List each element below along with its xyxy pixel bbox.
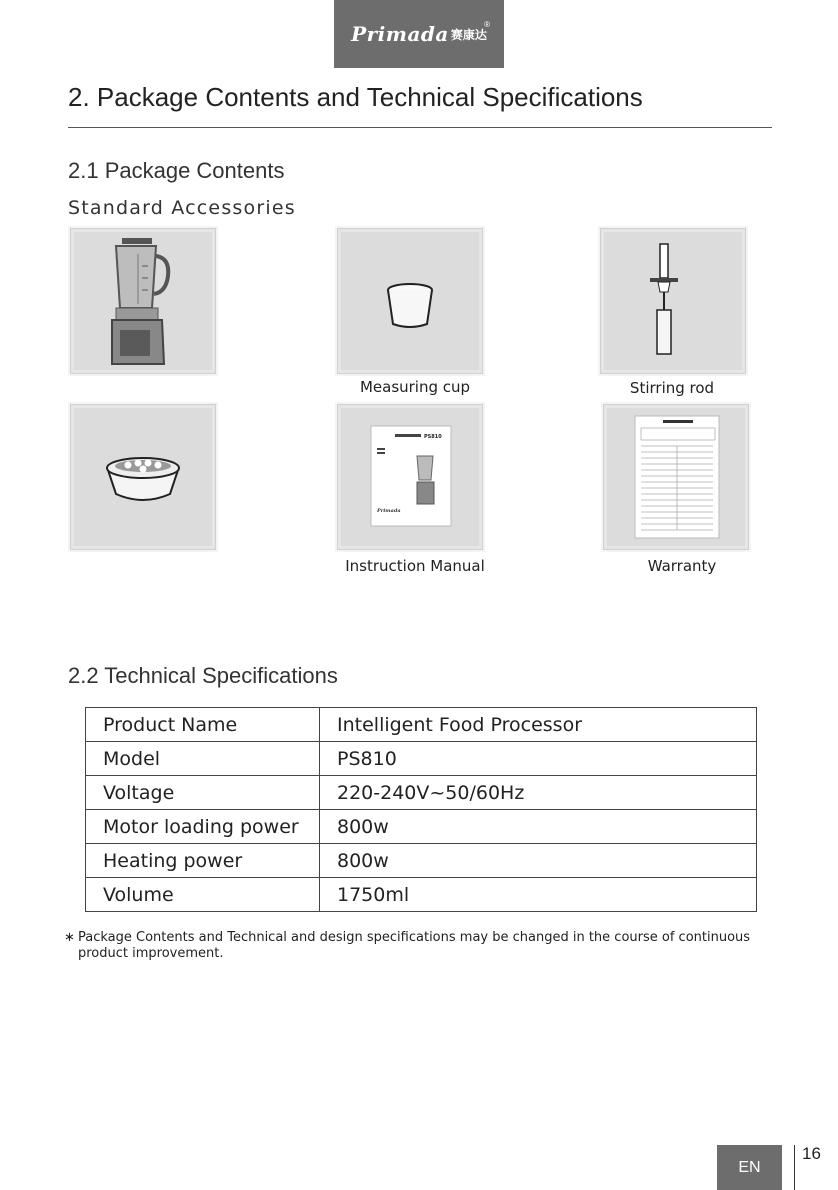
spec-label: Model [86, 742, 320, 776]
manual-cover-brand: Primada [377, 508, 401, 514]
disclaimer-note [64, 930, 780, 962]
spec-label: Volume [86, 878, 320, 912]
instruction-manual-image [335, 402, 485, 552]
page-number: 16 [802, 1144, 821, 1163]
spec-value: 1750ml [320, 878, 757, 912]
blender-icon [68, 226, 218, 376]
disclaimer-line-2: product improvement. [78, 946, 224, 961]
stirring-rod-image [598, 226, 748, 376]
registered-mark: ® [484, 20, 490, 29]
table-row [86, 776, 757, 810]
table-row [86, 878, 757, 912]
language-tag: EN [717, 1145, 782, 1190]
warranty-caption: Warranty [647, 557, 717, 575]
blender-image [68, 226, 218, 376]
specifications-table [85, 707, 757, 912]
manual-cover-title: PS810 [424, 434, 442, 440]
page-number-divider [794, 1145, 795, 1190]
measuring-cup-image [335, 226, 485, 376]
standard-accessories-heading: Standard Accessories [68, 197, 296, 219]
logo-text: Primada [351, 22, 449, 46]
steamer-basket-icon [68, 402, 218, 552]
spec-label: Motor loading power [86, 810, 320, 844]
warranty-card-icon [601, 402, 751, 552]
spec-label: Product Name [86, 708, 320, 742]
package-contents-heading: 2.1 Package Contents [68, 158, 285, 183]
table-row [86, 810, 757, 844]
steamer-basket-image [68, 402, 218, 552]
spec-value: Intelligent Food Processor [320, 708, 757, 742]
instruction-manual-caption: Instruction Manual [345, 557, 485, 575]
measuring-cup-icon [335, 226, 485, 376]
title-divider [68, 127, 772, 128]
page-title: 2. Package Contents and Technical Specifications [68, 82, 643, 112]
spec-label: Voltage [86, 776, 320, 810]
spec-value: PS810 [320, 742, 757, 776]
disclaimer-line-1: Package Contents and Technical and design specifications may be changed in the course of continuous [78, 930, 751, 945]
stirring-rod-caption: Stirring rod [629, 379, 715, 397]
table-row [86, 742, 757, 776]
spec-value: 800w [320, 810, 757, 844]
logo-chinese-text: 赛康达 [450, 27, 487, 42]
table-row [86, 844, 757, 878]
table-row [86, 708, 757, 742]
spec-value: 220-240V~50/60Hz [320, 776, 757, 810]
instruction-manual-icon [335, 402, 485, 552]
spec-label: Heating power [86, 844, 320, 878]
stirring-rod-icon [598, 226, 748, 376]
warranty-image [601, 402, 751, 552]
technical-specifications-heading: 2.2 Technical Specifications [68, 663, 338, 688]
asterisk-icon: ∗ [64, 930, 75, 945]
brand-logo [334, 0, 504, 68]
measuring-cup-caption: Measuring cup [359, 378, 471, 396]
spec-value: 800w [320, 844, 757, 878]
